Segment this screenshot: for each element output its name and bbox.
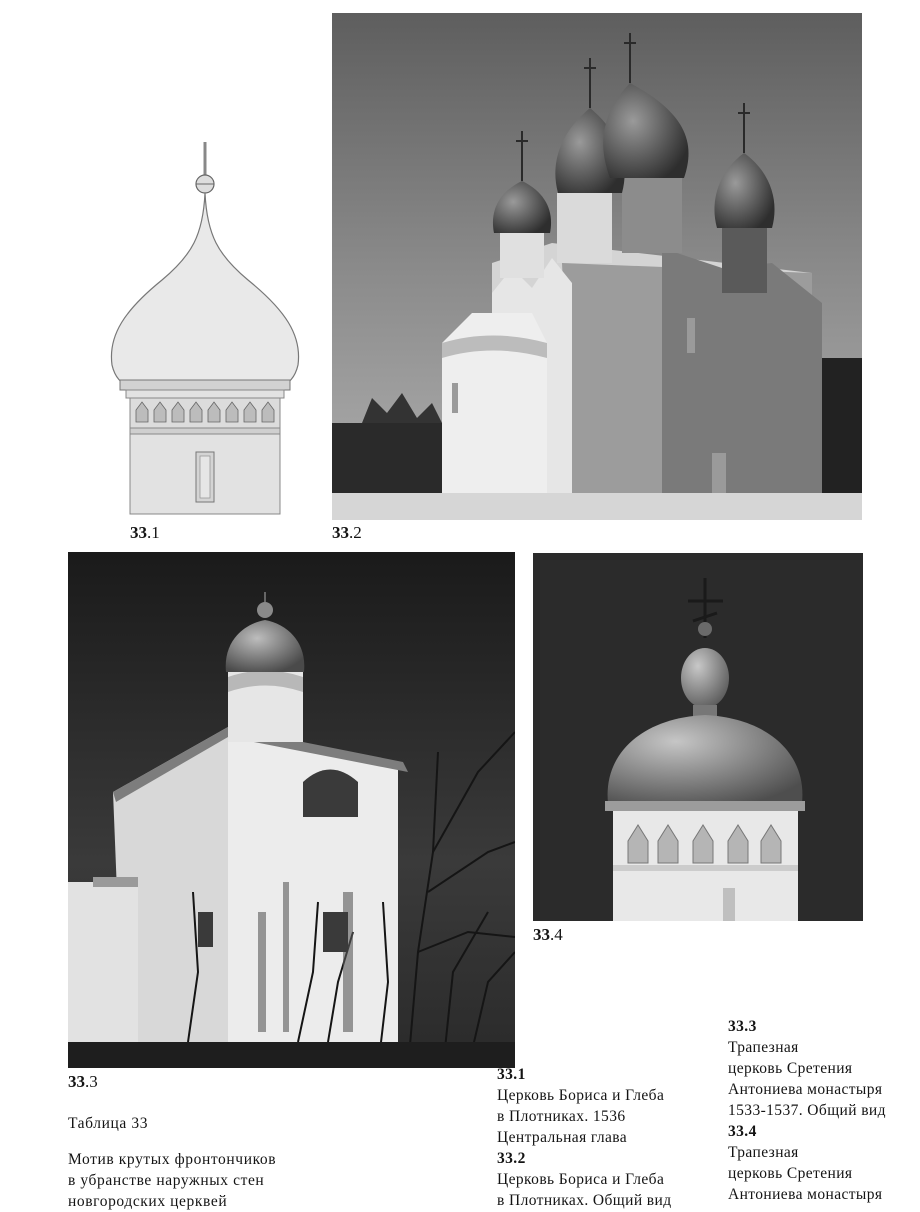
figure-label-33-1: 33.1 [130, 523, 160, 542]
caption-line: церковь Сретения [728, 1165, 853, 1182]
figure-label-33-4: 33.4 [533, 925, 563, 944]
figure-label-33-3: 33.3 [68, 1072, 98, 1091]
caption-line: церковь Сретения [728, 1060, 853, 1077]
caption-line: Антониева монастыря [728, 1081, 883, 1098]
plate-description-line: Мотив крутых фронтончиков [68, 1151, 277, 1168]
dome-closeup-photo [533, 553, 863, 921]
caption-line: Церковь Бориса и Глеба [497, 1087, 665, 1104]
figure-33-2-photo [332, 13, 862, 520]
plate-description-line: новгородских церквей [68, 1193, 228, 1210]
caption-line: Центральная глава [497, 1129, 628, 1146]
caption-line: 1533-1537. Общий вид [728, 1102, 886, 1119]
figure-label-33-2: 33.2 [332, 523, 362, 542]
refectory-church-photo [68, 552, 515, 1068]
captions-right-column [728, 1016, 886, 1205]
caption-line: в Плотниках. Общий вид [497, 1192, 672, 1209]
captions-middle-column [497, 1064, 672, 1211]
figure-33-3-photo [68, 552, 515, 1068]
caption-number-33-4: 33.4 [728, 1123, 757, 1140]
onion-dome-drawing [100, 140, 310, 518]
plate-description-line: в убранстве наружных стен [68, 1172, 265, 1189]
caption-line: Церковь Бориса и Глеба [497, 1171, 665, 1188]
caption-number-33-2: 33.2 [497, 1150, 526, 1167]
figure-33-1-drawing [100, 140, 310, 518]
caption-line: Антониева монастыря [728, 1186, 883, 1203]
caption-line: Трапезная [728, 1039, 799, 1056]
church-five-domes-photo [332, 13, 862, 520]
caption-number-33-1: 33.1 [497, 1066, 526, 1083]
table-title: Таблица 33 [68, 1115, 149, 1132]
caption-number-33-3: 33.3 [728, 1018, 757, 1035]
caption-line: Трапезная [728, 1144, 799, 1161]
caption-line: в Плотниках. 1536 [497, 1108, 626, 1125]
plate-description [68, 1149, 276, 1212]
figure-33-4-photo [533, 553, 863, 921]
